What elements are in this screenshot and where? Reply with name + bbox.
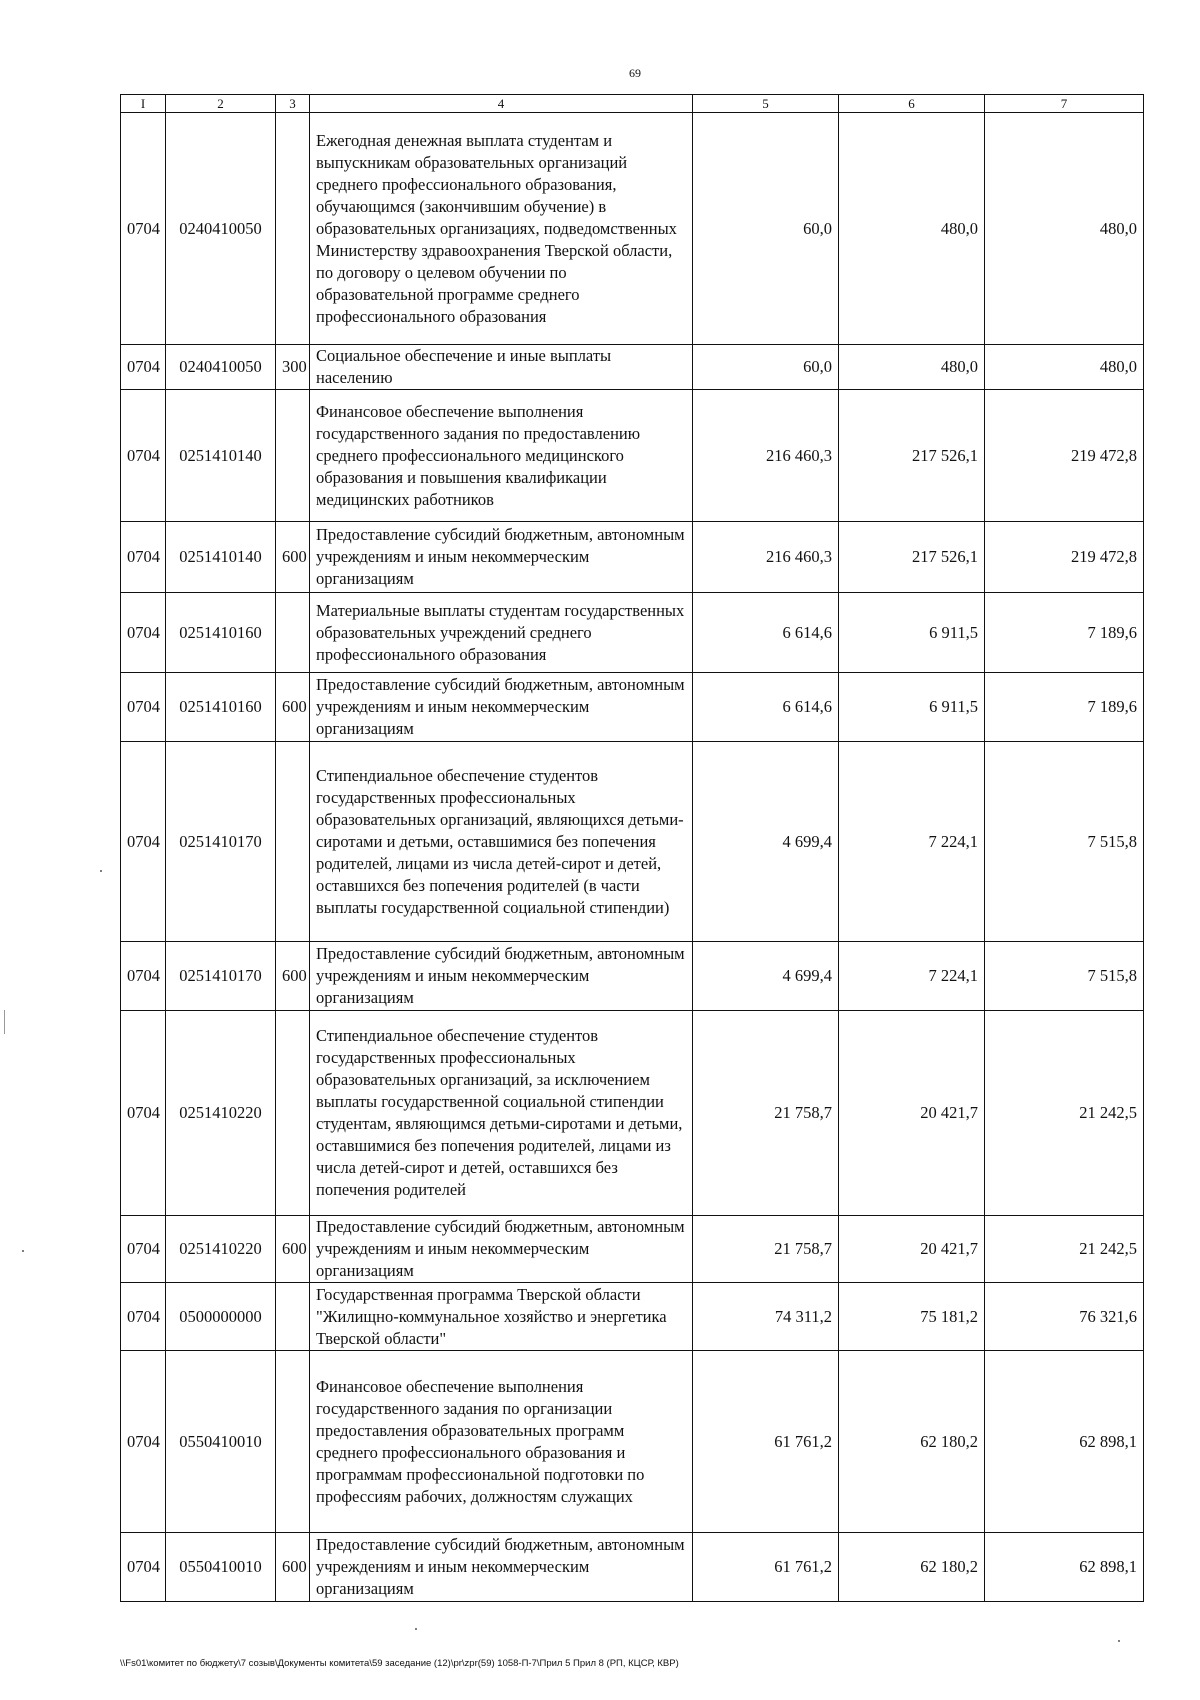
expense-type-code-cell (276, 113, 310, 345)
section-code-cell: 0704 (121, 113, 166, 345)
amount-col6-cell: 6 911,5 (839, 673, 985, 742)
table-row (121, 1283, 1144, 1351)
amount-col6-cell: 217 526,1 (839, 522, 985, 593)
item-name-cell: Предоставление субсидий бюджетным, автономным учреждениям и иным некоммерческим организациям (310, 1216, 693, 1283)
expense-type-code-cell (276, 742, 310, 942)
target-article-code-cell: 0240410050 (166, 113, 276, 345)
table-row (121, 593, 1144, 673)
column-header: 3 (276, 95, 310, 113)
amount-col5-cell: 61 761,2 (693, 1533, 839, 1602)
expense-type-code-cell (276, 1011, 310, 1216)
column-header: 6 (839, 95, 985, 113)
item-name-cell: Предоставление субсидий бюджетным, автономным учреждениям и иным некоммерческим организациям (310, 1533, 693, 1602)
amount-col7-cell: 480,0 (985, 113, 1144, 345)
expense-type-code-cell (276, 1351, 310, 1533)
expense-type-code-cell: 600 (276, 1533, 310, 1602)
amount-col7-cell: 219 472,8 (985, 390, 1144, 522)
budget-allocation-table (120, 94, 1144, 1602)
target-article-code-cell: 0251410140 (166, 522, 276, 593)
column-header: 5 (693, 95, 839, 113)
item-name-cell: Государственная программа Тверской области "Жилищно-коммунальное хозяйство и энергетика Тверской области" (310, 1283, 693, 1351)
target-article-code-cell: 0251410220 (166, 1011, 276, 1216)
amount-col5-cell: 74 311,2 (693, 1283, 839, 1351)
amount-col6-cell: 480,0 (839, 113, 985, 345)
expense-type-code-cell (276, 593, 310, 673)
amount-col7-cell: 76 321,6 (985, 1283, 1144, 1351)
item-name-cell: Материальные выплаты студентам государственных образовательных учреждений среднего профессионального образования (310, 593, 693, 673)
scan-speck (415, 1628, 417, 1630)
amount-col6-cell: 217 526,1 (839, 390, 985, 522)
target-article-code-cell: 0251410140 (166, 390, 276, 522)
section-code-cell: 0704 (121, 390, 166, 522)
item-name-cell: Стипендиальное обеспечение студентов государственных профессиональных образовательных организаций, являющихся детьми-сиротами и детьми, оставшимися без попечения родителей, лицами из числа детей-сирот и детей, оставшихся без попечения родителей (в части выплаты государственной социальной стипендии) (310, 742, 693, 942)
amount-col7-cell: 62 898,1 (985, 1533, 1144, 1602)
section-code-cell: 0704 (121, 522, 166, 593)
amount-col7-cell: 7 515,8 (985, 942, 1144, 1011)
page-number: 69 (629, 66, 641, 80)
target-article-code-cell: 0550410010 (166, 1351, 276, 1533)
scan-edge-line (4, 1010, 5, 1034)
table-row (121, 942, 1144, 1011)
amount-col6-cell: 75 181,2 (839, 1283, 985, 1351)
item-name-cell: Предоставление субсидий бюджетным, автономным учреждениям и иным некоммерческим организациям (310, 942, 693, 1011)
table-row (121, 1216, 1144, 1283)
item-name-cell: Предоставление субсидий бюджетным, автономным учреждениям и иным некоммерческим организациям (310, 522, 693, 593)
item-name-cell: Предоставление субсидий бюджетным, автономным учреждениям и иным некоммерческим организациям (310, 673, 693, 742)
expense-type-code-cell: 600 (276, 522, 310, 593)
item-name-cell: Финансовое обеспечение выполнения государственного задания по организации предоставления образовательных программ среднего профессионального образования и программам профессиональной подготовки по профессиям рабочих, должностям служащих (310, 1351, 693, 1533)
table-row (121, 673, 1144, 742)
amount-col5-cell: 6 614,6 (693, 593, 839, 673)
amount-col6-cell: 20 421,7 (839, 1216, 985, 1283)
table-row (121, 345, 1144, 390)
section-code-cell: 0704 (121, 673, 166, 742)
target-article-code-cell: 0251410170 (166, 942, 276, 1011)
amount-col6-cell: 62 180,2 (839, 1351, 985, 1533)
item-name-cell: Ежегодная денежная выплата студентам и выпускникам образовательных организаций среднего профессионального образования, обучающимся (закончившим обучение) в образовательных организациях, подведомственных Министерству здравоохранения Тверской области, по договору о целевом обучении по образовательной программе среднего профессионального образования (310, 113, 693, 345)
section-code-cell: 0704 (121, 345, 166, 390)
section-code-cell: 0704 (121, 942, 166, 1011)
section-code-cell: 0704 (121, 742, 166, 942)
section-code-cell: 0704 (121, 1351, 166, 1533)
column-header: 2 (166, 95, 276, 113)
scan-speck (100, 870, 102, 872)
amount-col6-cell: 480,0 (839, 345, 985, 390)
amount-col7-cell: 7 515,8 (985, 742, 1144, 942)
section-code-cell: 0704 (121, 1283, 166, 1351)
table-header-row (121, 95, 1144, 113)
target-article-code-cell: 0251410160 (166, 593, 276, 673)
amount-col5-cell: 4 699,4 (693, 942, 839, 1011)
amount-col7-cell: 7 189,6 (985, 593, 1144, 673)
amount-col5-cell: 4 699,4 (693, 742, 839, 942)
table-row (121, 522, 1144, 593)
table-row (121, 113, 1144, 345)
section-code-cell: 0704 (121, 1011, 166, 1216)
expense-type-code-cell: 600 (276, 1216, 310, 1283)
expense-type-code-cell: 300 (276, 345, 310, 390)
amount-col6-cell: 62 180,2 (839, 1533, 985, 1602)
target-article-code-cell: 0251410160 (166, 673, 276, 742)
amount-col6-cell: 7 224,1 (839, 742, 985, 942)
table-row (121, 1011, 1144, 1216)
expense-type-code-cell (276, 1283, 310, 1351)
amount-col6-cell: 20 421,7 (839, 1011, 985, 1216)
amount-col5-cell: 21 758,7 (693, 1216, 839, 1283)
amount-col5-cell: 216 460,3 (693, 522, 839, 593)
amount-col5-cell: 60,0 (693, 113, 839, 345)
column-header: 4 (310, 95, 693, 113)
scan-speck (1118, 1640, 1120, 1642)
amount-col6-cell: 7 224,1 (839, 942, 985, 1011)
expense-type-code-cell (276, 390, 310, 522)
table-row (121, 1533, 1144, 1602)
table-row (121, 742, 1144, 942)
amount-col5-cell: 216 460,3 (693, 390, 839, 522)
target-article-code-cell: 0240410050 (166, 345, 276, 390)
target-article-code-cell: 0550410010 (166, 1533, 276, 1602)
expense-type-code-cell: 600 (276, 942, 310, 1011)
section-code-cell: 0704 (121, 1216, 166, 1283)
table-row (121, 390, 1144, 522)
item-name-cell: Стипендиальное обеспечение студентов государственных профессиональных образовательных организаций, за исключением выплаты государственной социальной стипендии студентам, являющимся детьми-сиротами и детьми, оставшимися без попечения родителей, лицами из числа детей-сирот и детей, оставшихся без попечения родителей (310, 1011, 693, 1216)
amount-col5-cell: 61 761,2 (693, 1351, 839, 1533)
target-article-code-cell: 0251410220 (166, 1216, 276, 1283)
amount-col5-cell: 6 614,6 (693, 673, 839, 742)
amount-col5-cell: 60,0 (693, 345, 839, 390)
amount-col5-cell: 21 758,7 (693, 1011, 839, 1216)
file-path-footer: \\Fs01\комитет по бюджету\7 созыв\Документы комитета\59 заседание (12)\pr\zpr(59) 1058-П-7\Прил 5 Прил 8 (РП, КЦСР, КВР) (120, 1658, 679, 1669)
amount-col7-cell: 21 242,5 (985, 1011, 1144, 1216)
target-article-code-cell: 0251410170 (166, 742, 276, 942)
item-name-cell: Финансовое обеспечение выполнения государственного задания по предоставлению среднего профессионального медицинского образования и повышения квалификации медицинских работников (310, 390, 693, 522)
amount-col7-cell: 62 898,1 (985, 1351, 1144, 1533)
section-code-cell: 0704 (121, 1533, 166, 1602)
expense-type-code-cell: 600 (276, 673, 310, 742)
item-name-cell: Социальное обеспечение и иные выплаты населению (310, 345, 693, 390)
column-header: 7 (985, 95, 1144, 113)
column-header: I (121, 95, 166, 113)
table-row (121, 1351, 1144, 1533)
amount-col7-cell: 21 242,5 (985, 1216, 1144, 1283)
amount-col7-cell: 480,0 (985, 345, 1144, 390)
amount-col7-cell: 219 472,8 (985, 522, 1144, 593)
amount-col6-cell: 6 911,5 (839, 593, 985, 673)
target-article-code-cell: 0500000000 (166, 1283, 276, 1351)
amount-col7-cell: 7 189,6 (985, 673, 1144, 742)
section-code-cell: 0704 (121, 593, 166, 673)
scan-speck (22, 1250, 24, 1252)
